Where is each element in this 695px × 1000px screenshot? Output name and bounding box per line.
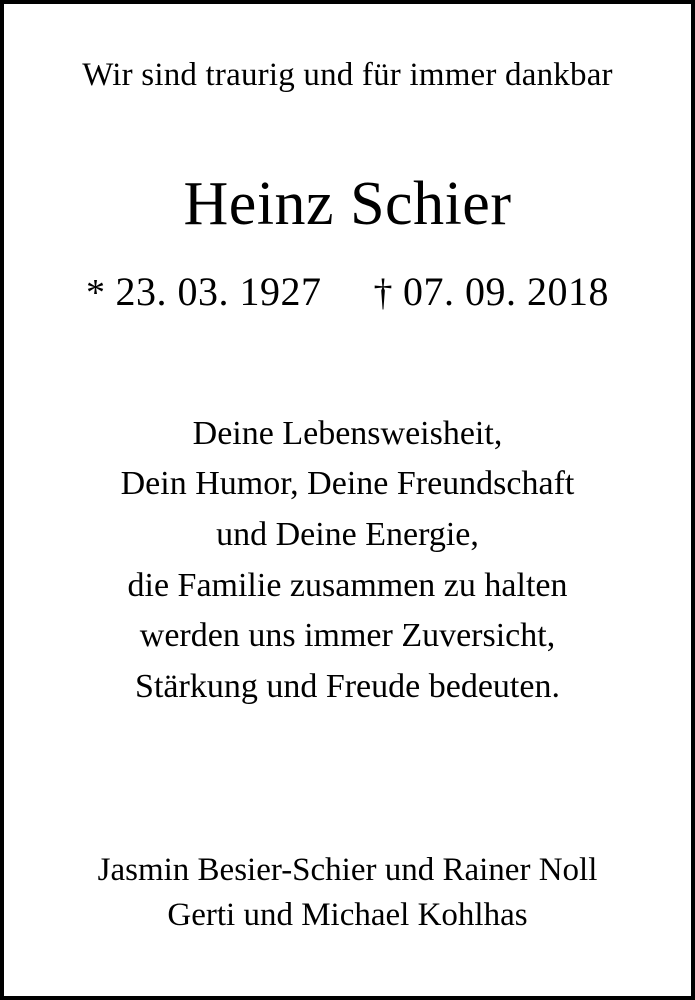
death-date-value: 07. 09. 2018 xyxy=(403,268,609,314)
death-date xyxy=(374,268,610,315)
verse-line: Stärkung und Freude bedeuten. xyxy=(135,668,560,706)
verse-line: und Deine Energie, xyxy=(216,516,479,554)
survivor-line: Gerti und Michael Kohlhas xyxy=(167,897,528,934)
notice-headline: Wir sind traurig und für immer dankbar xyxy=(82,57,613,93)
verse-line: die Familie zusammen zu halten xyxy=(127,566,568,604)
verse-line: werden uns immer Zuversicht, xyxy=(139,617,556,655)
deceased-name: Heinz Schier xyxy=(183,169,512,238)
survivor-line: Jasmin Besier-Schier und Rainer Noll xyxy=(97,852,598,889)
birth-star-icon: * xyxy=(86,271,106,314)
life-dates xyxy=(86,268,609,315)
birth-date-value: 23. 03. 1927 xyxy=(115,268,322,314)
death-cross-icon: † xyxy=(373,271,393,314)
memorial-verse xyxy=(121,409,575,713)
verse-line: Dein Humor, Deine Freundschaft xyxy=(120,465,575,503)
birth-date xyxy=(86,268,322,315)
survivors-list xyxy=(98,848,598,972)
verse-line: Deine Lebensweisheit, xyxy=(192,414,503,452)
